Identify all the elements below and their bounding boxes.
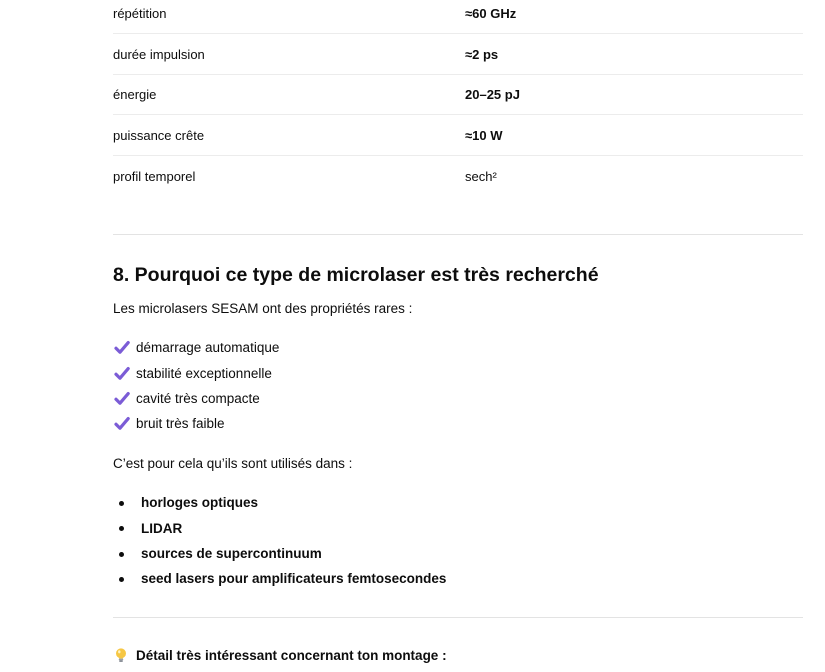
note-text: Détail très intéressant concernant ton montage : (136, 647, 447, 663)
spec-table (113, 0, 803, 196)
lightbulb-icon (113, 648, 136, 663)
section-divider (113, 234, 803, 235)
bullet (113, 541, 141, 566)
table-cell-value: ≈60 GHz (465, 6, 517, 21)
uses-intro: C’est pour cela qu’ils sont utilisés dans : (113, 456, 353, 471)
list-item (113, 490, 446, 515)
table-row (113, 75, 803, 116)
section-divider (113, 617, 803, 618)
table-cell-label: énergie (113, 87, 157, 102)
check-icon (113, 416, 136, 431)
table-row (113, 34, 803, 75)
checklist-item (113, 361, 279, 386)
table-cell-label: puissance crête (113, 127, 205, 143)
list-item-label: LIDAR (141, 520, 183, 536)
list-item-label: horloges optiques (141, 495, 259, 511)
table-cell-label: profil temporel (113, 168, 196, 184)
checklist-item (113, 386, 279, 411)
list-item (113, 566, 446, 591)
table-cell-value: ≈10 W (465, 127, 503, 143)
table-cell-value: sech² (465, 168, 497, 184)
bullet (113, 516, 141, 541)
table-cell-value: ≈2 ps (465, 46, 499, 62)
checklist-item (113, 411, 279, 436)
table-cell-label: répétition (113, 6, 167, 21)
check-icon (113, 340, 136, 355)
checklist-item-label: stabilité exceptionnelle (136, 365, 272, 381)
table-cell-label: durée impulsion (113, 46, 205, 62)
list-item-label: sources de supercontinuum (141, 546, 322, 562)
checklist-item-label: bruit très faible (136, 416, 225, 432)
bullet (113, 490, 141, 515)
note-callout (113, 645, 447, 665)
uses-list (113, 490, 446, 591)
checklist-item-label: démarrage automatique (136, 340, 280, 356)
check-icon (113, 366, 136, 381)
bullet (113, 566, 141, 591)
section-heading: 8. Pourquoi ce type de microlaser est très recherché (113, 264, 599, 286)
feature-checklist (113, 335, 279, 436)
checklist-item (113, 335, 279, 360)
table-row (113, 156, 803, 197)
list-item (113, 541, 446, 566)
list-item (113, 516, 446, 541)
table-row (113, 0, 803, 34)
table-row (113, 115, 803, 156)
table-cell-value: 20–25 pJ (465, 87, 520, 102)
list-item-label: seed lasers pour amplificateurs femtosecondes (141, 571, 447, 587)
checklist-item-label: cavité très compacte (136, 391, 260, 407)
section-intro: Les microlasers SESAM ont des propriétés rares : (113, 301, 413, 316)
check-icon (113, 391, 136, 406)
